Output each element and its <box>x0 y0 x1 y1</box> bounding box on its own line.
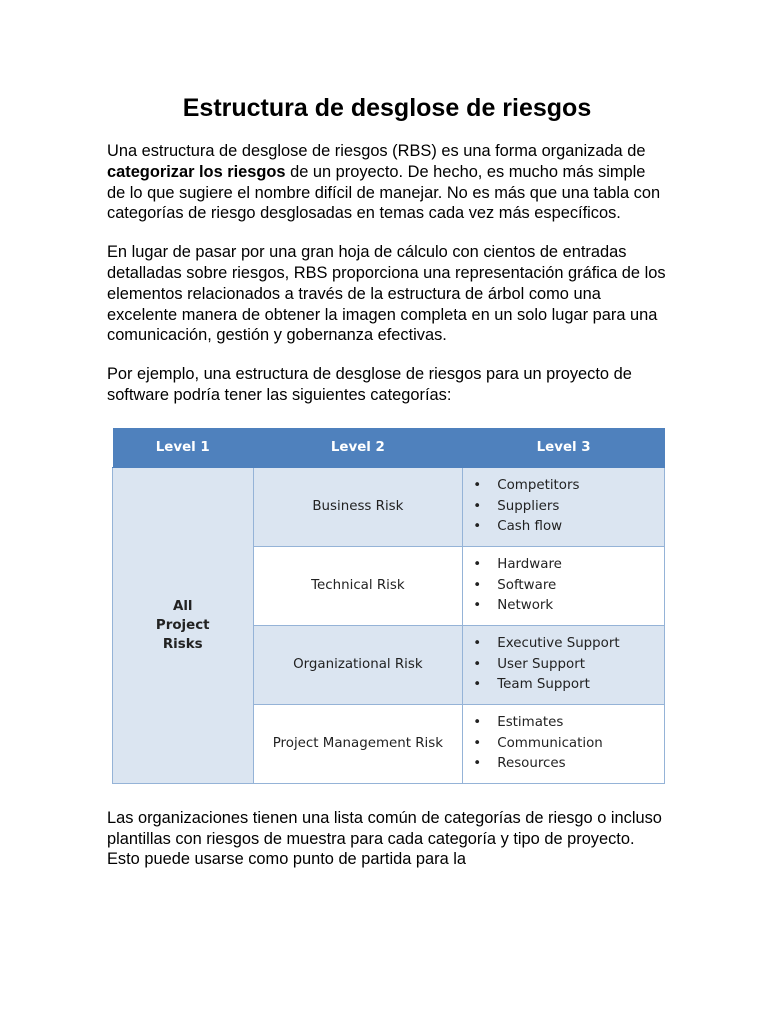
list-item: • Software <box>471 576 664 597</box>
list-item: • Competitors <box>471 476 664 497</box>
rbs-explanation-paragraph: En lugar de pasar por una gran hoja de cálculo con cientos de entradas detalladas sobre riesgos, RBS proporciona una representación gráfica de los elementos relacionados a través de la estructura de árbol como una excelente manera de obtener la imagen completa en un solo lugar para una comunicación, gestión y gobernanza efectivas. <box>107 243 666 345</box>
header-level-2: Level 2 <box>253 428 463 468</box>
category-cell: Project Management Risk <box>253 704 463 783</box>
intro-text-end: de un proyecto. De hecho, es mucho más simple de lo que sugiere el nombre difícil de manejar. No es más que una tabla con categorías de riesgo desglosadas en temas cada vez más específicos. <box>107 162 661 223</box>
table-row <box>113 467 665 546</box>
example-paragraph: Por ejemplo, una estructura de desglose de riesgos para un proyecto de software podría tener las siguientes categorías: <box>107 365 632 404</box>
list-item: • Team Support <box>471 675 664 696</box>
list-item: • Executive Support <box>471 634 664 655</box>
document-page <box>107 92 667 888</box>
category-cell: Technical Risk <box>253 546 463 625</box>
item-list <box>463 634 664 696</box>
page-title: Estructura de desglose de riesgos <box>182 94 592 122</box>
header-level-1: Level 1 <box>113 428 254 468</box>
list-item: • User Support <box>471 655 664 676</box>
risk-breakdown-table <box>112 428 665 784</box>
list-item: • Resources <box>471 754 664 775</box>
item-list <box>463 555 664 617</box>
category-cell: Business Risk <box>253 467 463 546</box>
items-cell <box>463 704 665 783</box>
list-item: • Communication <box>471 734 664 755</box>
closing-paragraph: Las organizaciones tienen una lista común de categorías de riesgo o incluso plantillas con riesgos de muestra para cada categoría y tipo de proyecto. Esto puede usarse como punto de partida para la <box>107 808 662 869</box>
item-list <box>463 476 664 538</box>
list-item: • Cash flow <box>471 517 664 538</box>
items-cell <box>463 546 665 625</box>
list-item: • Estimates <box>471 713 664 734</box>
items-cell <box>463 467 665 546</box>
intro-bold-phrase: categorizar los riesgos <box>107 162 286 181</box>
header-level-3: Level 3 <box>463 428 665 468</box>
items-cell <box>463 625 665 704</box>
intro-text-start: Una estructura de desglose de riesgos (RBS) es una forma organizada de <box>107 142 646 160</box>
table-header-row <box>113 428 665 468</box>
category-cell: Organizational Risk <box>253 625 463 704</box>
intro-paragraph <box>107 141 667 224</box>
level-1-cell: All Project Risks <box>113 467 254 783</box>
item-list <box>463 713 664 775</box>
list-item: • Hardware <box>471 555 664 576</box>
list-item: • Network <box>471 596 664 617</box>
list-item: • Suppliers <box>471 497 664 518</box>
